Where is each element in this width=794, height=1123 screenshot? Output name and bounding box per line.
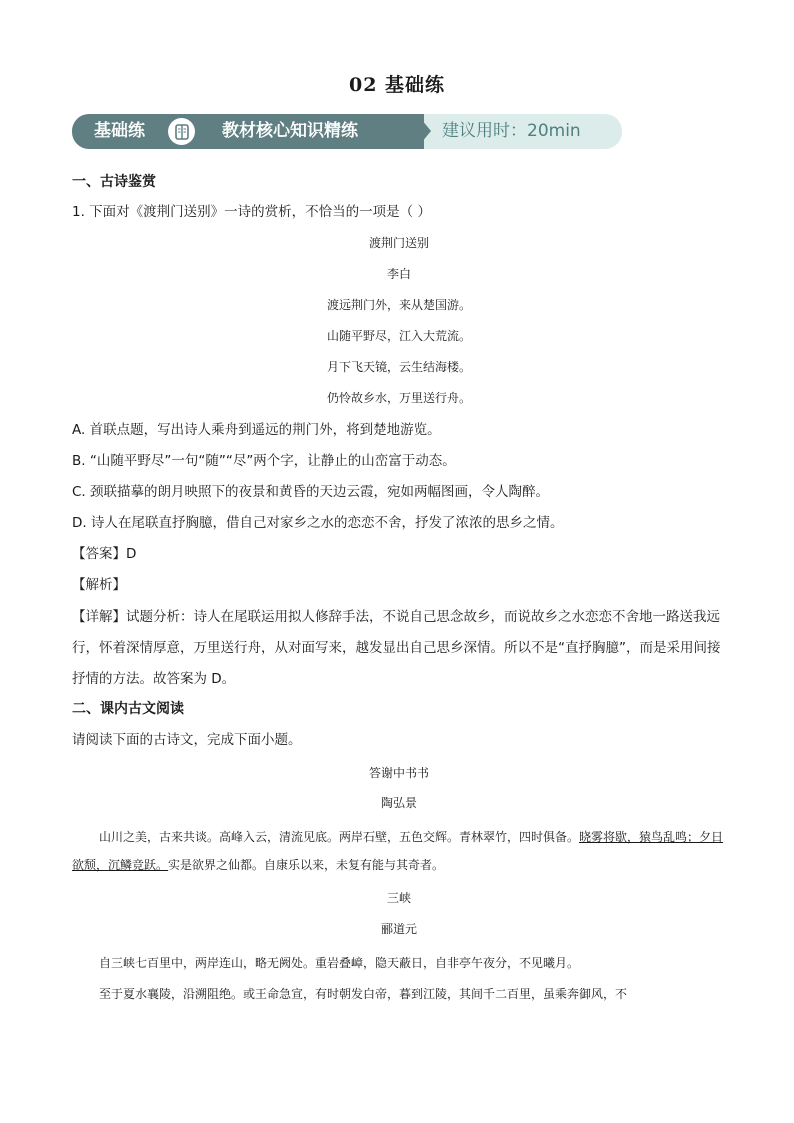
section-banner bbox=[72, 114, 622, 149]
banner-center-label: 教材核心知识精练 bbox=[222, 121, 358, 141]
answer-line bbox=[72, 544, 136, 564]
section1-heading: 一、古诗鉴赏 bbox=[72, 174, 156, 190]
option-b: B. “山随平野尽”一句“随”“尽”两个字，让静止的山峦富于动态。 bbox=[72, 453, 456, 469]
poem-line: 仍怜故乡水，万里送行舟。 bbox=[326, 391, 471, 405]
text2-title: 三峡 bbox=[386, 891, 411, 905]
text1-part-a: 山川之美，古来共谈。高峰入云，清流见底。两岸石壁，五色交辉。青林翠竹，四时俱备。 bbox=[99, 830, 580, 844]
detail-text: 试题分析：诗人在尾联运用拟人修辞手法，不说自己思念故乡，而说故乡之水恋恋不舍地一路送我远行，怀着深情厚意，万里送行舟，从对面写来，越发显出自己思乡深情。所以不是“直抒胸臆”，而是采用间接抒情的方法。故答案为 D。 bbox=[72, 609, 721, 687]
page-title: 02 基础练 bbox=[348, 74, 446, 96]
book-icon bbox=[168, 118, 195, 145]
poem-line: 山随平野尽，江入大荒流。 bbox=[326, 329, 471, 343]
detail-tag: 【详解】 bbox=[72, 609, 126, 625]
poem-author: 李白 bbox=[386, 267, 411, 281]
option-d: D. 诗人在尾联直抒胸臆，借自己对家乡之水的恋恋不舍，抒发了浓浓的思乡之情。 bbox=[72, 515, 564, 531]
section2-intro: 请阅读下面的古诗文，完成下面小题。 bbox=[72, 732, 302, 748]
poem-line: 渡远荆门外，来从楚国游。 bbox=[326, 298, 471, 312]
text1-part-b: 实是欲界之仙都。自康乐以来，未复有能与其奇者。 bbox=[168, 858, 445, 872]
text2-paragraph-1: 自三峡七百里中，两岸连山，略无阙处。重岩叠嶂，隐天蔽日，自非亭午夜分，不见曦月。 bbox=[99, 956, 580, 970]
text1-underlined: 晓雾将歇，猿鸟乱鸣；夕日欲颓，沉鳞竞跃。 bbox=[72, 830, 724, 872]
analysis-tag: 【解析】 bbox=[72, 577, 126, 593]
text1-title: 答谢中书书 bbox=[368, 766, 429, 780]
option-c: C. 颈联描摹的朗月映照下的夜景和黄昏的天边云霞，宛如两幅图画，令人陶醉。 bbox=[72, 484, 550, 500]
section2-heading: 二、课内古文阅读 bbox=[72, 701, 184, 717]
text1-paragraph bbox=[72, 823, 726, 879]
poem-title: 渡荆门送别 bbox=[368, 236, 429, 250]
banner-arrow bbox=[417, 114, 431, 148]
detail-paragraph bbox=[72, 602, 726, 695]
poem-line: 月下飞天镜，云生结海楼。 bbox=[326, 360, 471, 374]
answer-tag: 【答案】 bbox=[72, 546, 126, 562]
banner-time-label: 建议用时：20min bbox=[442, 121, 581, 141]
answer-value: D bbox=[126, 546, 137, 562]
text2-author: 郦道元 bbox=[380, 922, 417, 936]
option-a: A. 首联点题，写出诗人乘舟到遥远的荆门外，将到楚地游览。 bbox=[72, 422, 441, 438]
banner-left-label: 基础练 bbox=[94, 121, 145, 141]
question-1: 1. 下面对《渡荆门送别》一诗的赏析，不恰当的一项是（ ） bbox=[72, 204, 431, 220]
text2-paragraph-2: 至于夏水襄陵，沿溯阻绝。或王命急宣，有时朝发白帝，暮到江陵，其间千二百里，虽乘奔御风，不 bbox=[99, 987, 628, 1001]
text1-author: 陶弘景 bbox=[380, 796, 417, 810]
